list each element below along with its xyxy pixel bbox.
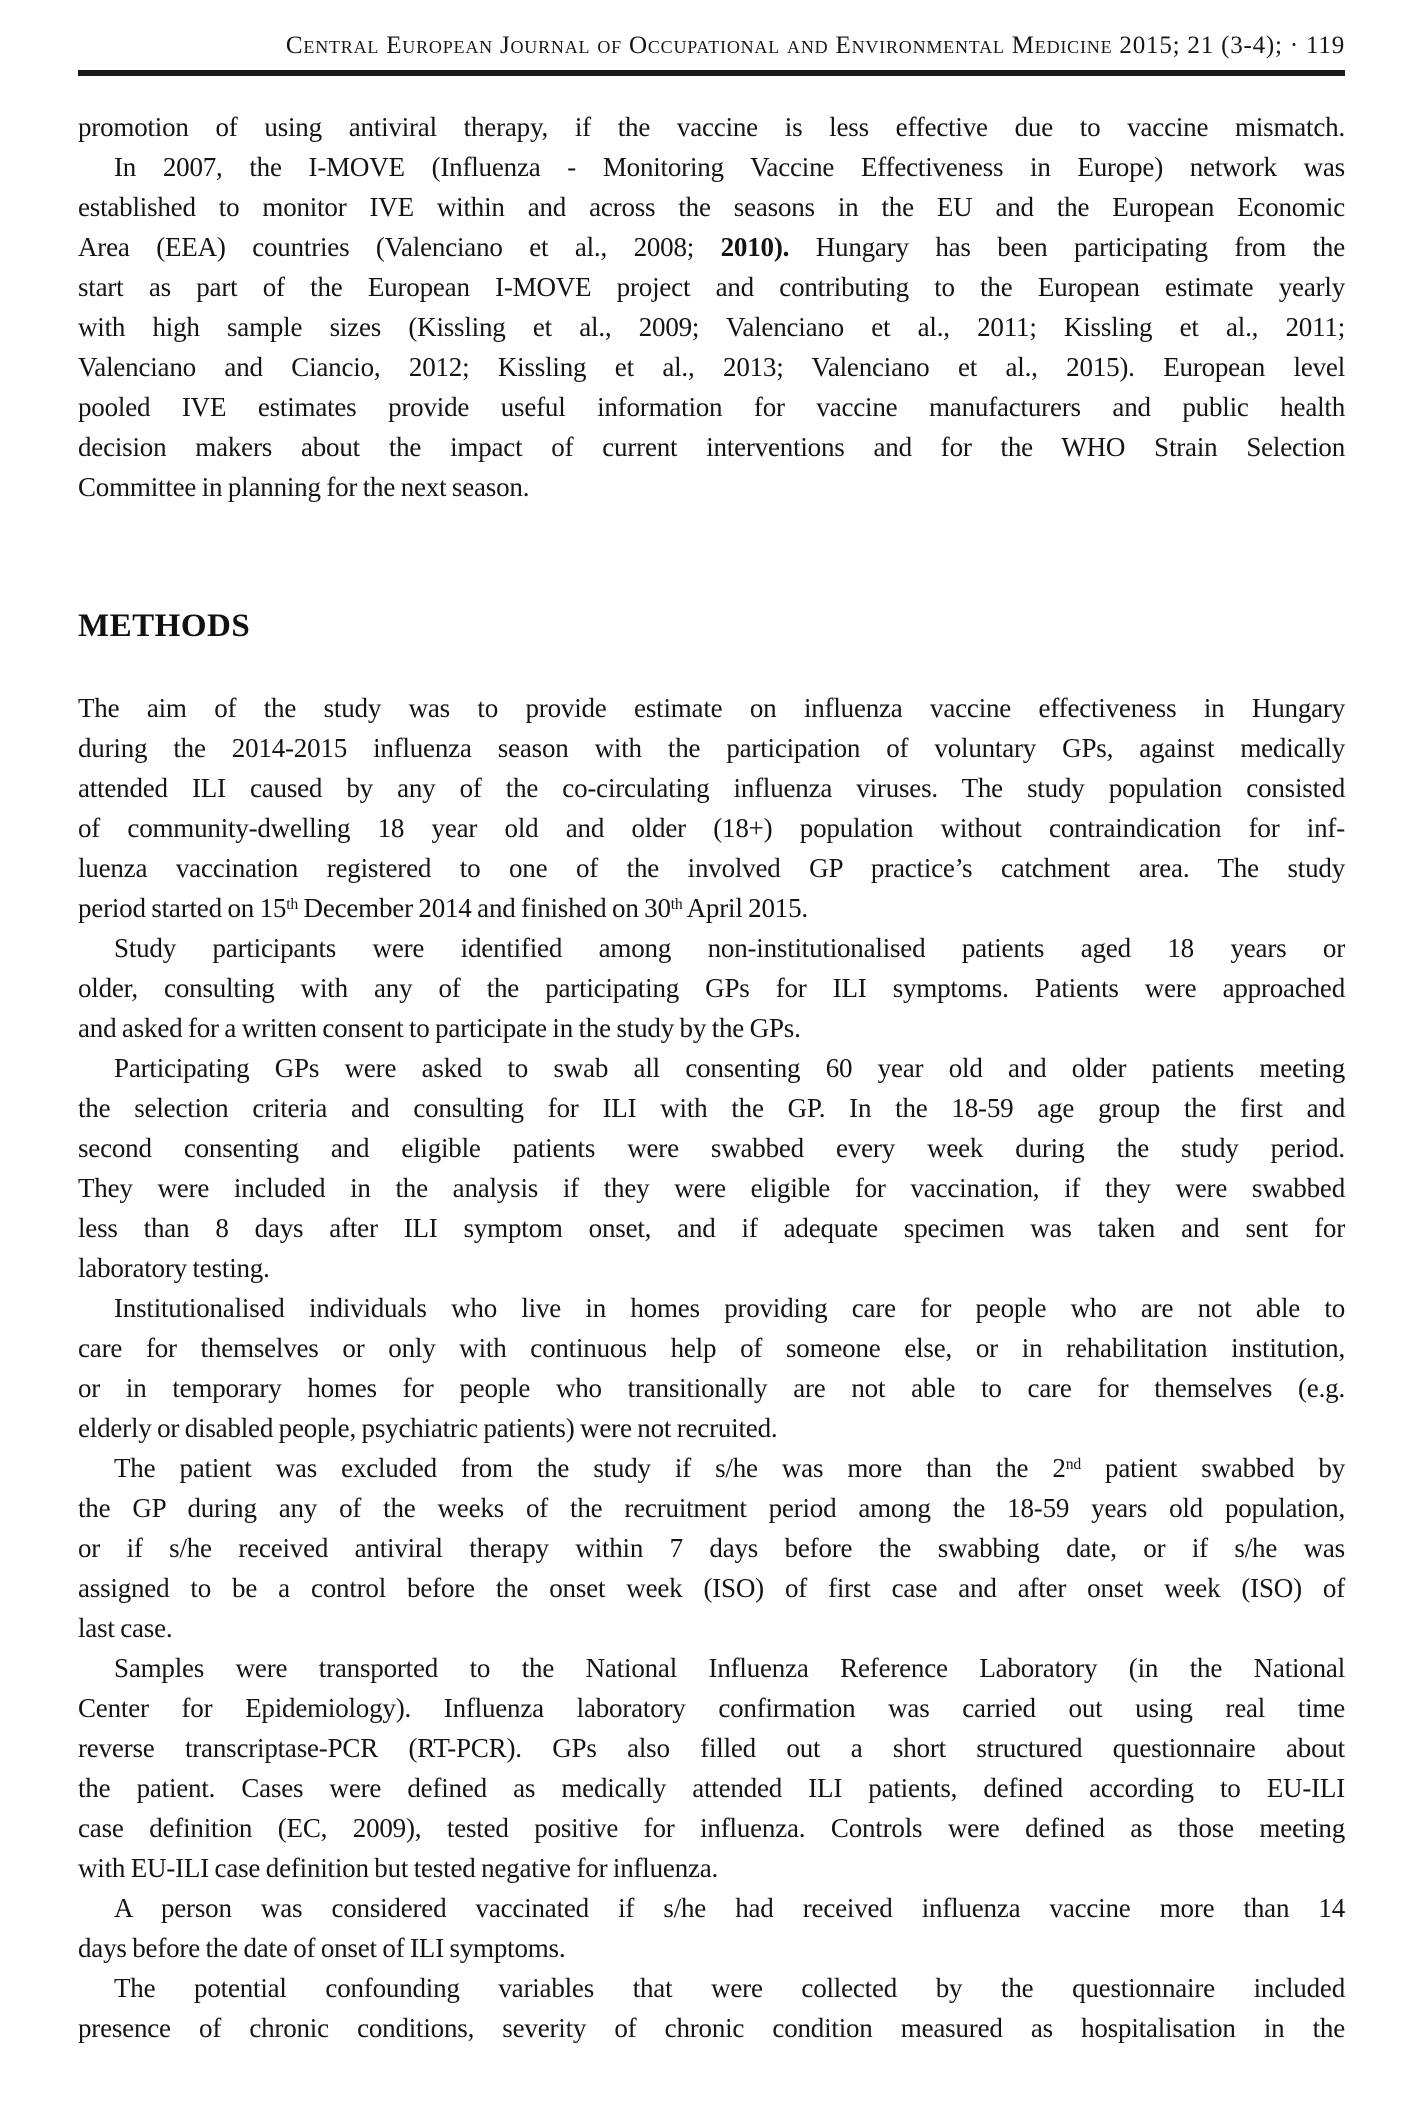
paragraph — [78, 107, 1345, 147]
text-line: decision makers about the impact of current interventions and for the WHO Strain Selection — [78, 432, 1345, 462]
text-line: start as part of the European I-MOVE project and contributing to the European estimate yearly — [78, 272, 1345, 302]
text-line: less than 8 days after ILI symptom onset, and if adequate specimen was taken and sent for — [78, 1213, 1345, 1243]
text-line: presence of chronic conditions, severity of chronic condition measured as hospitalisation in the — [78, 2013, 1345, 2043]
text-line: laboratory testing. — [78, 1253, 270, 1283]
text-line: with EU-ILI case definition but tested negative for influenza. — [78, 1853, 719, 1883]
text-line: the selection criteria and consulting for ILI with the GP. In the 18-59 age group the first and — [78, 1093, 1345, 1123]
text-line: days before the date of onset of ILI symptoms. — [78, 1933, 566, 1963]
text-line: the patient. Cases were defined as medically attended ILI patients, defined according to EU-ILI — [78, 1773, 1345, 1803]
text-line: Committee in planning for the next season. — [78, 472, 530, 502]
paragraph — [78, 147, 1345, 507]
text-line: care for themselves or only with continuous help of someone else, or in rehabilitation institution, — [78, 1333, 1345, 1363]
text-line: Area (EEA) countries (Valenciano et al., 2008; 2010). Hungary has been participating from the — [78, 232, 1345, 262]
text-line: promotion of using antiviral therapy, if the vaccine is less effective due to vaccine mismatch. — [78, 112, 1345, 142]
journal-header: Central European Journal of Occupational and Environmental Medicine 2015; 21 (3-4); · 119 — [285, 32, 1345, 59]
text-line: Center for Epidemiology). Influenza laboratory confirmation was carried out using real time — [78, 1693, 1345, 1723]
text-line: The aim of the study was to provide estimate on influenza vaccine effectiveness in Hungary — [78, 693, 1345, 723]
paragraph — [78, 1448, 1345, 1648]
text-line: luenza vaccination registered to one of the involved GP practice’s catchment area. The study — [78, 853, 1345, 883]
paragraph — [78, 1968, 1345, 2048]
text-line: established to monitor IVE within and across the seasons in the EU and the European Economic — [78, 192, 1345, 222]
text-line: They were included in the analysis if they were eligible for vaccination, if they were swabbed — [78, 1173, 1345, 1203]
paragraph — [78, 1048, 1345, 1288]
text-line: A person was considered vaccinated if s/he had received influenza vaccine more than 14 — [114, 1893, 1345, 1923]
text-line: during the 2014-2015 influenza season with the participation of voluntary GPs, against medically — [78, 733, 1345, 763]
paragraph — [78, 688, 1345, 928]
text-line: of community-dwelling 18 year old and older (18+) population without contraindication for inf- — [78, 813, 1345, 843]
text-line: pooled IVE estimates provide useful information for vaccine manufacturers and public health — [78, 392, 1345, 422]
text-line: assigned to be a control before the onset week (ISO) of first case and after onset week (ISO) of — [78, 1573, 1345, 1603]
text-line: Valenciano and Ciancio, 2012; Kissling et al., 2013; Valenciano et al., 2015). European level — [78, 352, 1345, 382]
text-line: elderly or disabled people, psychiatric patients) were not recruited. — [78, 1413, 778, 1443]
text-line: period started on 15th December 2014 and finished on 30th April 2015. — [78, 893, 808, 923]
text-line: reverse transcriptase-PCR (RT-PCR). GPs also filled out a short structured questionnaire about — [78, 1733, 1345, 1763]
paragraph — [78, 928, 1345, 1048]
text-line: older, consulting with any of the participating GPs for ILI symptoms. Patients were approached — [78, 973, 1345, 1003]
text-line: the GP during any of the weeks of the recruitment period among the 18-59 years old population, — [78, 1493, 1345, 1523]
text-line: attended ILI caused by any of the co-circulating influenza viruses. The study population consisted — [78, 773, 1345, 803]
text-line: second consenting and eligible patients were swabbed every week during the study period. — [78, 1133, 1345, 1163]
text-line: with high sample sizes (Kissling et al., 2009; Valenciano et al., 2011; Kissling et al., 2011; — [78, 312, 1345, 342]
text-line: and asked for a written consent to participate in the study by the GPs. — [78, 1013, 801, 1043]
text-line: The patient was excluded from the study if s/he was more than the 2nd patient swabbed by — [114, 1453, 1345, 1483]
paragraph — [78, 1648, 1345, 1888]
text-line: or if s/he received antiviral therapy within 7 days before the swabbing date, or if s/he was — [78, 1533, 1345, 1563]
text-line: The potential confounding variables that were collected by the questionnaire included — [114, 1973, 1345, 2003]
text-line: last case. — [78, 1613, 173, 1643]
text-line: case definition (EC, 2009), tested positive for influenza. Controls were defined as those meeting — [78, 1813, 1345, 1843]
text-line: Study participants were identified among non-institutionalised patients aged 18 years or — [114, 933, 1345, 963]
text-line: or in temporary homes for people who transitionally are not able to care for themselves (e.g. — [78, 1373, 1345, 1403]
text-line: In 2007, the I-MOVE (Influenza - Monitoring Vaccine Effectiveness in Europe) network was — [114, 152, 1345, 182]
page-body — [78, 107, 1345, 2048]
text-line: Institutionalised individuals who live in homes providing care for people who are not able to — [114, 1293, 1345, 1323]
paragraph — [78, 1288, 1345, 1448]
text-line: Participating GPs were asked to swab all consenting 60 year old and older patients meeting — [114, 1053, 1345, 1083]
header-rule — [78, 70, 1345, 76]
section-heading: METHODS — [78, 608, 251, 644]
paragraph — [78, 1888, 1345, 1968]
text-line: Samples were transported to the National Influenza Reference Laboratory (in the National — [114, 1653, 1345, 1683]
